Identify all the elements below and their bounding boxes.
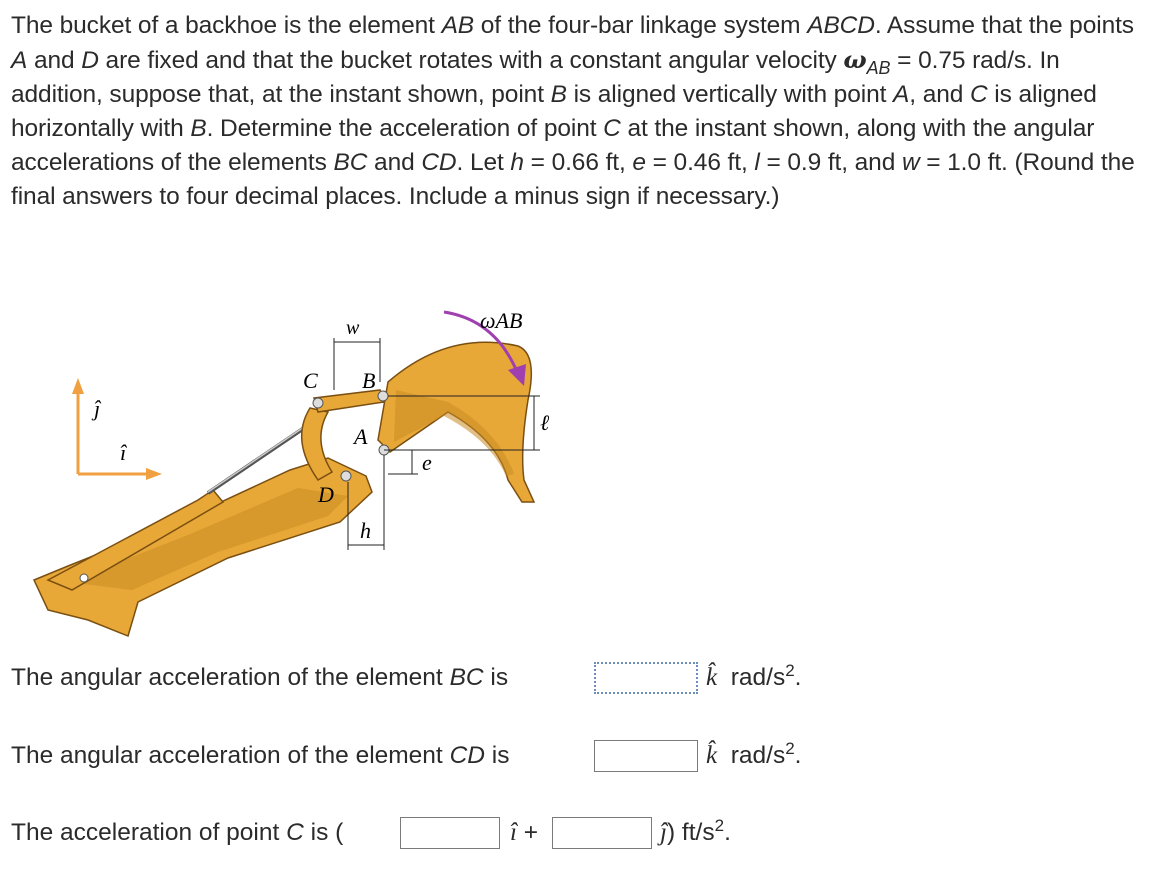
e-label: e — [422, 450, 432, 475]
problem-text: = 0.66 ft, — [523, 149, 633, 176]
link-bc — [314, 390, 384, 412]
unit-exponent: 2 — [785, 661, 795, 680]
i-unit-group — [510, 818, 538, 848]
var-b: B — [550, 81, 567, 108]
problem-text: . Determine the acceleration of point — [206, 115, 604, 142]
question-bc — [11, 663, 508, 693]
unit-cd — [706, 741, 801, 771]
problem-text: is aligned horizontally with — [11, 81, 1097, 142]
problem-text: = 0.46 ft, — [645, 149, 755, 176]
problem-text: of the four-bar linkage system — [474, 12, 808, 39]
backhoe-figure — [28, 290, 568, 650]
j-unit-group — [660, 818, 731, 848]
unit-exponent: 2 — [714, 816, 725, 835]
unit-period: . — [724, 819, 731, 846]
unit-exponent: 2 — [785, 739, 795, 758]
var-bc: BC — [449, 664, 484, 691]
var-w: w — [901, 149, 920, 176]
b-label: B — [362, 368, 376, 393]
var-l: l — [754, 149, 760, 176]
question-text: is ( — [303, 819, 344, 846]
backhoe-diagram — [28, 290, 568, 650]
var-abcd: ABCD — [807, 12, 875, 39]
l-label: ℓ — [540, 410, 550, 435]
w-label: w — [346, 317, 360, 339]
var-ab: AB — [441, 12, 475, 39]
pin-c — [313, 398, 323, 408]
answer-input-bc[interactable] — [594, 662, 698, 694]
var-e: e — [632, 149, 646, 176]
j-axis-label: ĵ — [94, 396, 101, 421]
pin-base — [80, 574, 88, 582]
unit-period: . — [794, 742, 802, 769]
answer-input-c-y[interactable] — [552, 817, 652, 849]
question-text: The angular acceleration of the element — [11, 664, 450, 691]
var-c: C — [286, 819, 304, 846]
question-c — [11, 818, 343, 848]
answer-input-cd[interactable] — [594, 740, 698, 772]
problem-text: = 0.75 rad/s. In addition, suppose that, at the instant shown, point — [11, 47, 1060, 108]
k-unit-vector: k̂ — [706, 742, 718, 769]
var-b: B — [190, 115, 207, 142]
omega-symbol: ω — [843, 45, 867, 74]
var-d: D — [81, 47, 99, 74]
problem-text: . Let — [456, 149, 511, 176]
h-label: h — [360, 518, 371, 543]
question-cd — [11, 741, 509, 771]
var-a: A — [11, 47, 28, 74]
problem-text: and — [367, 149, 422, 176]
var-c: C — [969, 81, 988, 108]
c-label: C — [303, 368, 318, 393]
answer-input-c-x[interactable] — [400, 817, 500, 849]
problem-text: = 0.9 ft, and — [759, 149, 902, 176]
question-text: The acceleration of point — [11, 819, 287, 846]
pin-d — [341, 471, 351, 481]
problem-text: . Assume that the points — [874, 12, 1134, 39]
problem-text: , and — [909, 81, 970, 108]
a-label: A — [354, 424, 368, 449]
j-unit-vector: ĵ — [660, 819, 667, 846]
pin-b — [378, 391, 388, 401]
unit-text: rad/s — [730, 742, 786, 769]
i-axis-label: î — [120, 440, 127, 465]
question-text: The angular acceleration of the element — [11, 742, 450, 769]
axes — [72, 378, 162, 480]
problem-text: is aligned vertically with point — [566, 81, 894, 108]
var-cd: CD — [449, 742, 485, 769]
unit-bc — [706, 663, 801, 693]
var-c: C — [603, 115, 621, 142]
plus-sign: + — [523, 819, 539, 846]
question-text: is — [484, 742, 510, 769]
problem-text: = 1.0 ft. (Round the final answers to four decimal places. Include a minus sign if necessary.) — [11, 149, 1135, 210]
question-text: is — [483, 664, 509, 691]
omega-ab-label: ωAB — [480, 308, 523, 333]
i-unit-vector: î — [510, 819, 517, 846]
problem-text: The bucket of a backhoe is the element — [11, 12, 442, 39]
var-h: h — [510, 149, 524, 176]
unit-text: rad/s — [730, 664, 786, 691]
unit-period: . — [794, 664, 802, 691]
problem-text: and — [27, 47, 82, 74]
problem-text: are fixed and that the bucket rotates with a constant angular velocity — [98, 47, 844, 74]
unit-text: ) ft/s — [666, 819, 715, 846]
problem-statement — [11, 9, 1151, 214]
k-unit-vector: k̂ — [706, 664, 718, 691]
var-bc: BC — [333, 149, 368, 176]
var-a: A — [893, 81, 910, 108]
problem-text: at the instant shown, along with the angular accelerations of the elements — [11, 115, 1095, 176]
omega-subscript: AB — [866, 58, 891, 78]
var-cd: CD — [421, 149, 457, 176]
d-label: D — [318, 482, 334, 507]
